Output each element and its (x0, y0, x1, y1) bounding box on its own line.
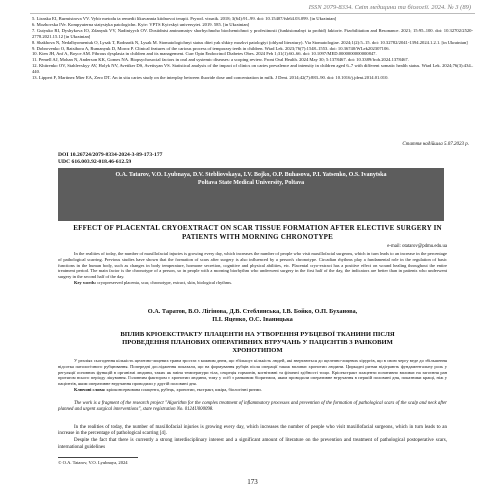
keywords-ua-text: кріоконсервована плацента, рубець, хронотип, екстракт, шкіра, біологічні ритми. (106, 386, 262, 392)
reference-item: 12. Khitrenko OV, Stahlevskyy AV, Holyk NV, Avetiker DS, Avetisyan VS. Statistical analysis of the impact of clinics on caries prevalence and intensity in children aged 6–7 with different somatic health status. Wiad Lek. 2024;76(3):434–440. (32, 63, 473, 75)
reference-item: 5. Lisnska EI, Burmistrova VV. Vybir metodu ta remedii likuvannia kiidnovoi terapii. Pryrod. vissnik. 2018; 3(64):91–99. doi: 10.15407/fsb64.03.099. [in Ukrainian] (32, 16, 337, 21)
page-number: 173 (247, 478, 258, 486)
body-paragraph: In the realities of today, the number of maxillofacial injuries is growing every day, which increases the number of people who visit maxillofacial surgeons, which in turn leads to an increase in the percentage of pathological scarring [4]. (58, 425, 447, 437)
keywords-en-label: Key words: (74, 279, 97, 285)
running-title: ISSN 2079-8334. Світ медицини та біології. 2024. № 3 (89) (308, 4, 471, 11)
authors-banner (58, 168, 444, 221)
reference-item: 8. Shakhova N, Nedalbyomeniuk O, Lysak T, Bodnarik N, Lysak M. Stomatologichnyi status ditei yak shkiry mozkvi patologiyi (ohlyad literatury). Via Stomatologiae. 2024;1(2):5–15. doi: 10.32782/2041-1394.2024.1.2.1. [in Ukrainian] (32, 39, 468, 45)
article-identifiers (58, 152, 162, 166)
body-paragraph: Despite the fact that there is currently a strong interdisciplinary interest and a significant amount of literature on the prevention and treatment of pathological postoperative scars, international guidelines (58, 438, 447, 450)
doi-text: DOI 10.26724/2079-8334-2024-3-89-173-177 (58, 152, 163, 158)
abstract-en (58, 251, 447, 286)
author-names-en: O.A. Tatarov, V.O. Lyubnaya, D.V. Stebliovskaya, I.V. Bojko, O.P. Buhasova, P.I. Yatsenko, O.S. Ivanytska (115, 172, 387, 178)
reference-item: 13. Lippert F, Martinez Mier EA, Zero DT. An in situ caries study on the interplay between fluoride dose and concentration in milk. J Dent. 2014;42(7):883–90. doi: 10.1016/j.jdent.2014.01.010. (32, 75, 389, 81)
reference-list (32, 16, 473, 81)
article-title-ua: ВПЛИВ КРІОЕКСТРАКТУ ПЛАЦЕНТИ НА УТВОРЕННЯ РУБЦЕВОЇ ТКАНИНИ ПІСЛЯ ПРОВЕДЕННЯ ПЛАНОВИХ ОПЕРАТИВНИХ ВТРУЧАНЬ У ПАЦІЄНТІВ З РАНКОВИМ ХРОНОТИПОМ (120, 331, 395, 354)
authors-ua (58, 308, 447, 324)
reference-item: 10. Kien JH, Anf A, Boyce AM. Fibrous dysplasia in children and its management. Curr Opin Endocrinol Diabetes Obes. 2024 Feb 1;31(1):60–66. doi: 10.1097/MED.0000000000000847. (32, 51, 377, 57)
project-note-text: The work is a fragment of the research project "Algorithm for the complex treatment of inflammatory processes and prevention of the formation of pathological scars of the scalp and neck after planned and urgent surgical interventions", state registration No. 0124U000098. (58, 401, 447, 412)
received-date: Стаття надійшла 5.07.2023 р. (402, 142, 469, 147)
abstract-en-text: In the realities of today, the number of maxillofacial injuries is growing every day, which increases the number of people who visit maxillofacial surgeons, which in turn leads to an increase in the percentage of pathological scarring. Previous studies have shown that the formation of scars after surgery is also influenced by a person's chronotype. Circadian rhythms play a fundamental role in the regulation of basic functions in the human body, such as changes in body temperature, hormone secretion, cognitive and physical abilities, etc. Placental cryo-extract has a positive effect on wound healing throughout the entire treatment period. The main factor is the chronotype of a person, so in people with a morning biorhythm who underwent surgery in the first half of the day, the indicators are better than in patients who underwent surgery in the second half of the day. (58, 251, 447, 280)
footnote-divider (58, 457, 138, 458)
author-names-ua: О.А. Таратов, В.О. Лігінова, Д.В. Стеблянська, І.В. Бойко, О.П. Буханова, (147, 308, 358, 315)
author-names-ua-2: П.І. Яценко, О.С. Іваницька (212, 316, 293, 323)
project-note (58, 401, 447, 413)
abstract-ua (58, 358, 447, 393)
reference-item: 7. Gutyuko RI, Dyshykova IO, Zdanyuk VV, Nadiniyych OV. Dostidnist aminomatyv shorbychnoho biochemichnoi y profesiinosti (funktsionalnyi ta prohid) faktoriv. Fizobilitation and Resonance. 2021; 15:95–100. doi: 10.32702/2520-2778.2021.15.12 [in Ukrainian] (32, 27, 473, 39)
keywords-ua-label: Ключові слова: (74, 386, 106, 392)
article-body (58, 425, 447, 452)
abstract-ua-text: У реаліях сьогодення кількість щелепно-лицевих травм зростає з кожним днем, що збільшує кількість людей, які звертаються до щелепно-лицевих хірургів, що в свою чергу веде до збільшення відсотка патологічного рубцювання. Попередні дослідження показали, що на формування рубців після операції також впливає хронотип людини. Циркадні ритми відіграють фундаментальну роль у регуляції основних функцій в організмі людини, таких як зміна температури тіла, секреція гормонів, когнітивні та фізичні здібності тощо. Кріоекстракт плаценти позитивно впливає на загоєння ран протягом всього періоду лікування. Головним фактором є хронотип людини, тому у осіб з ранковим біоритмом, яким проводили оперативне втручання в першій половині дня, показники кращі, ніж у пацієнтів, яким оперативне втручання проводили у другій половині дня. (58, 358, 447, 387)
copyright-text: © O.A. Tatarov, V.O. Lyubnaya, 2024 (58, 460, 128, 465)
keywords-en-text: cryopreserved placenta, scar, chronotype, extract, skin, biological rhythms. (97, 279, 233, 285)
contact-email: e-mail: otatarov@pdmu.edu.ua (387, 244, 447, 249)
institution: Poltava State Medical University, Poltava (197, 180, 305, 186)
udc-text: UDC 616.003.92-018.46-612.59 (58, 159, 132, 165)
copyright-note (58, 460, 128, 466)
reference-item: 9. Dobrovenko O, Ratsibora A, Rumanyuk D, Moroz P. Clinical features of the carious process of temporary teeth in children. Wiad Lek. 2023;76(7):1548–1553. doi: 10.36740/WLek202307106. (32, 45, 390, 51)
header-divider (30, 13, 475, 14)
article-title-en: EFFECT OF PLACENTAL CRYOEXTRACT ON SCAR TISSUE FORMATION AFTER ELECTIVE SURGERY IN PATIENTS WITH MORNING CHRONOTYPE (73, 224, 442, 241)
journal-page (30, 0, 475, 500)
reference-item: 11. Pemell AJ, Mohan N, Anderson KK, Gomes NA. Biopsychosocial factors in oral and systemic diseases: a scoping review. Front Oral Health. 2024 May 30; 5:1378467. doi: 10.3389/froh.2024.1378467. (32, 57, 409, 63)
reference-item: 6. Mozhovska IVe. Kompyuterna statystyka patologichn. Kyiv: VPTS Kyivskyi universytet. 2019. 585. [in Ukrainian] (32, 21, 250, 27)
